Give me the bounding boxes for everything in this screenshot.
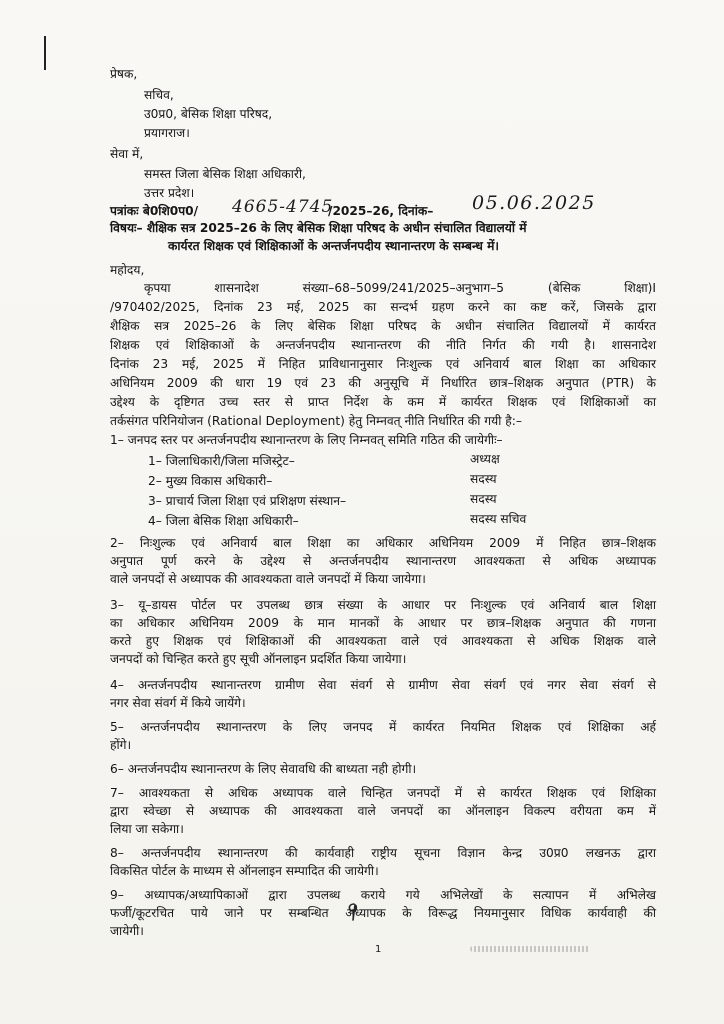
policy-point-line: 3– यू–डायस पोर्टल पर उपलब्ध छात्र संख्या के आधार पर निःशुल्क एवं अनिवार्य बाल शिक्षा: [110, 598, 656, 612]
policy-point-line: जायेगी।: [110, 924, 144, 938]
committee-role: सदस्य: [470, 472, 497, 486]
committee-role: सदस्य सचिव: [470, 512, 527, 526]
intro-line: शैक्षिक सत्र 2025–26 के लिए बेसिक शिक्षा परिषद के अधीन संचालित विद्यालयों में कार्यरत: [110, 319, 656, 333]
policy-point-line: 8– अन्तर्जनपदीय स्थानान्तरण की कार्यवाही राष्ट्रीय सूचना विज्ञान केन्द्र उ0प्र0 लखनऊ द्वारा: [110, 846, 656, 860]
policy-point-line: विकसित पोर्टल के माध्यम से ऑनलाइन सम्पादित की जायेगी।: [110, 864, 379, 878]
policy-point-1: 1– जनपद स्तर पर अन्तर्जनपदीय स्थानान्तरण के लिए निम्नवत् समिति गठित की जायेगीः–: [110, 433, 503, 447]
committee-member: 2– मुख्य विकास अधिकारी–: [148, 474, 273, 488]
committee-role: अध्यक्ष: [470, 452, 500, 466]
policy-point-line: होंगे।: [110, 738, 132, 752]
policy-point-line: 5– अन्तर्जनपदीय स्थानान्तरण के लिए जनपद में कार्यरत नियमित शिक्षक एवं शिक्षिका अर्ह: [110, 720, 656, 734]
handwritten-date: 05.06.2025: [472, 192, 596, 214]
policy-point-line: जनपदों को चिन्हित करते हुए सूची ऑनलाइन प्रदर्शित किया जायेगा।: [110, 652, 407, 666]
committee-member: 3– प्राचार्य जिला शिक्षा एवं प्रशिक्षण संस्थान–: [148, 494, 347, 508]
policy-point-line: 9– अध्यापक/अध्यापिकाओं द्वारा उपलब्ध कराये गये अभिलेखों के सत्यापन में अभिलेख: [110, 888, 656, 902]
intro-line: अधिनियम 2009 की धारा 19 एवं 23 की अनुसूचि में निर्धारित छात्र–शिक्षक अनुपात (PTR) के: [110, 376, 656, 390]
reference-suffix: /2025–26, दिनांक–: [328, 204, 434, 218]
initial-scribble: [344, 900, 362, 924]
recipient-label: सेवा में,: [110, 147, 144, 161]
page-number: 1: [375, 944, 382, 955]
subject-line-2: कार्यरत शिक्षक एवं शिक्षिकाओं के अन्तर्जनपदीय स्थानान्तरण के सम्बन्ध में।: [168, 239, 500, 253]
policy-point-line: का अधिकार अधिनियम 2009 के मान मानकों के आधार पर छात्र–शिक्षक अनुपात की गणना: [110, 616, 656, 630]
sender-city: प्रयागराज।: [144, 126, 190, 140]
policy-point-line: द्वारा स्वेच्छा से अध्यापक की आवश्यकता वाले जनपदों का ऑनलाइन विकल्प वरीयता कम में: [110, 804, 656, 818]
intro-line: शिक्षक एवं शिक्षिकाओं के अन्तर्जनपदीय स्थानान्तरण की नीति निर्गत की गयी है। शासनादेश: [110, 338, 656, 352]
policy-point-line: 7– आवश्यकता से अधिक अध्यापक वाले चिन्हित जनपदों में से कार्यरत शिक्षक एवं शिक्षिका: [110, 786, 656, 800]
handwritten-letter-number: 4665-4745: [232, 197, 334, 217]
recipient-state: उत्तर प्रदेश।: [144, 186, 195, 200]
sender-title: सचिव,: [144, 88, 174, 102]
intro-line: तर्कसंगत परिनियोजन (Rational Deployment) हेतु निम्नवत् नीति निर्धारित की गयी है:–: [110, 414, 522, 428]
policy-point-line: अनुपात पूर्ण करने के उद्देश्य से अन्तर्जनपदीय स्थानान्तरण आवश्यकता से अधिक अध्यापक: [110, 554, 656, 568]
policy-point-line: 6– अन्तर्जनपदीय स्थानान्तरण के लिए सेवावधि की बाध्यता नही होगी।: [110, 762, 417, 776]
margin-pen-mark: [44, 36, 46, 70]
salutation: महोदय,: [110, 263, 145, 277]
intro-line: कृपया शासनादेश संख्या–68–5099/241/2025–अनुभाग–5 (बेसिक शिक्षा)I: [144, 281, 656, 295]
policy-point-line: करते हुए शिक्षक एवं शिक्षिकाओं की आवश्यकता वाले एवं आवश्यकता से अधिक शिक्षक वाले: [110, 634, 656, 648]
policy-point-line: नगर सेवा संवर्ग में किये जायेंगे।: [110, 696, 246, 710]
sender-org: उ0प्र0, बेसिक शिक्षा परिषद,: [144, 107, 273, 121]
committee-member: 1– जिलाधिकारी/जिला मजिस्ट्रेट–: [148, 454, 295, 468]
policy-point-line: फर्जी/कूटरचित पाये जाने पर सम्बन्धित अध्यापक के विरूद्ध नियमानुसार विधिक कार्यवाही की: [110, 906, 656, 920]
policy-point-line: लिया जा सकेगा।: [110, 822, 184, 836]
committee-role: सदस्य: [470, 492, 497, 506]
policy-point-line: वाले जनपदों से अध्यापक की आवश्यकता वाले जनपदों में किया जायेगा।: [110, 572, 426, 586]
recipient-title: समस्त जिला बेसिक शिक्षा अधिकारी,: [144, 167, 306, 181]
subject-line-1: विषयः– शैक्षिक सत्र 2025–26 के लिए बेसिक शिक्षा परिषद के अधीन संचालित विद्यालयों में: [110, 221, 527, 235]
intro-line: दिनांक 23 मई, 2025 में निहित प्राविधानानुसार निःशुल्क एवं अनिवार्य बाल शिक्षा का अधिकार: [110, 357, 656, 371]
reference-prefix: पत्रांकः बे0शि0प0/: [110, 204, 199, 218]
intro-line: उद्देश्य के दृष्टिगत उच्च स्तर से प्राप्त निर्देश के कम में कार्यरत शिक्षक एवं शिक्षिकाओं का: [110, 395, 656, 409]
policy-point-line: 4– अन्तर्जनपदीय स्थानान्तरण ग्रामीण सेवा संवर्ग से ग्रामीण सेवा संवर्ग एवं नगर सेवा संवर्ग से: [110, 678, 656, 692]
ink-smudge: [470, 946, 590, 952]
committee-member: 4– जिला बेसिक शिक्षा अधिकारी–: [148, 514, 299, 528]
sender-label: प्रेषक,: [110, 67, 138, 81]
intro-line: /970402/2025, दिनांक 23 मई, 2025 का सन्दर्भ ग्रहण करने का कष्ट करें, जिसके द्वारा: [110, 300, 656, 314]
policy-point-line: 2– निःशुल्क एवं अनिवार्य बाल शिक्षा का अधिकार अधिनियम 2009 में निहित छात्र–शिक्षक: [110, 536, 656, 550]
